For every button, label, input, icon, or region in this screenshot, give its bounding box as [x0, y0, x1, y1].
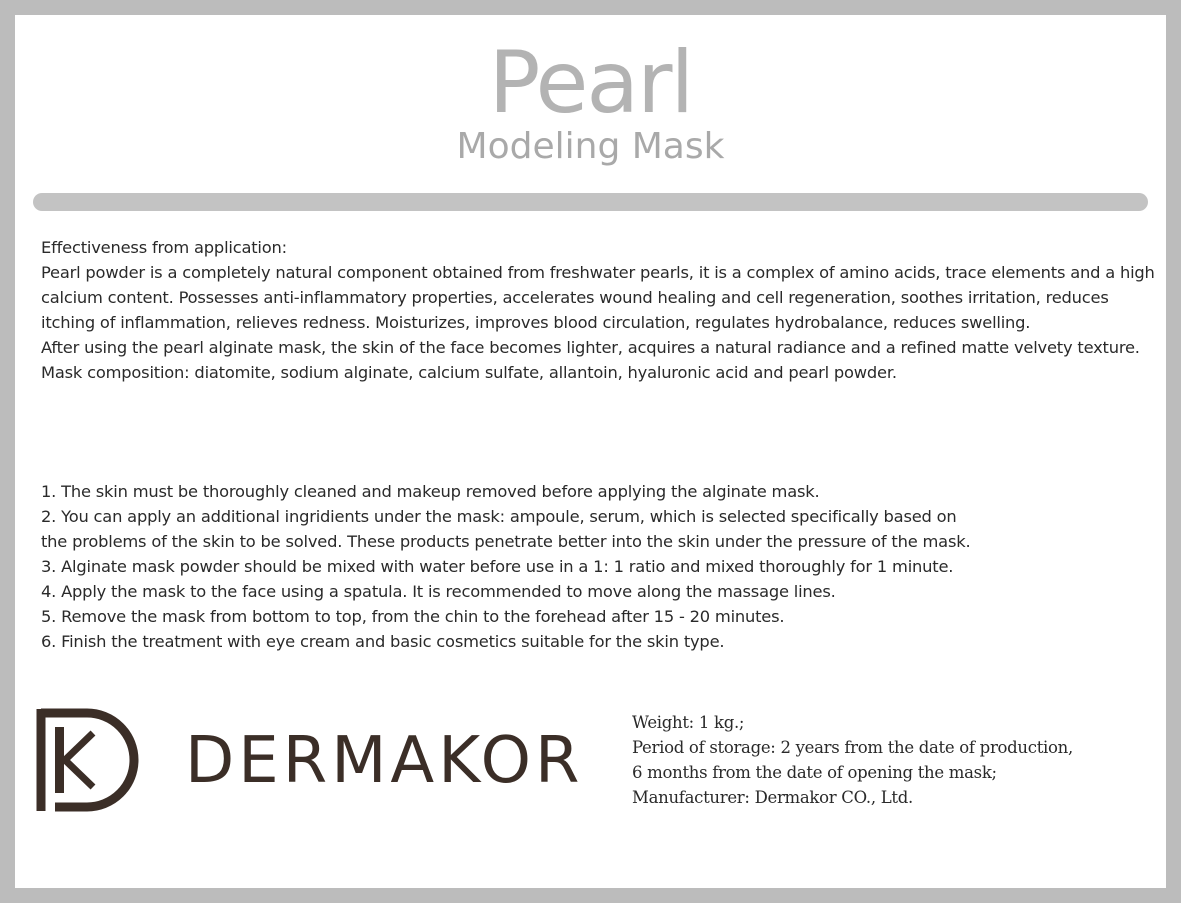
manufacturer-line: Manufacturer: Dermakor CO., Ltd.	[632, 788, 913, 807]
instruction-step: 3. Alginate mask powder should be mixed with water before use in a 1: 1 ratio and mixed thoroughly for 1 minute.	[41, 557, 954, 576]
instruction-step: 2. You can apply an additional ingridients under the mask: ampoule, serum, which is selected specifically based on	[41, 507, 957, 526]
effectiveness-section	[41, 235, 1159, 385]
effectiveness-heading: Effectiveness from application:	[41, 238, 287, 257]
effectiveness-paragraph: After using the pearl alginate mask, the skin of the face becomes lighter, acquires a natural radiance and a refined matte velvety texture.	[41, 338, 1140, 357]
instructions-section	[41, 479, 1159, 654]
instruction-step: 5. Remove the mask from bottom to top, from the chin to the forehead after 15 - 20 minutes.	[41, 607, 785, 626]
storage-line: 6 months from the date of opening the mask;	[632, 763, 997, 782]
storage-line: Period of storage: 2 years from the date of production,	[632, 738, 1073, 757]
effectiveness-paragraph: Pearl powder is a completely natural component obtained from freshwater pearls, it is a complex of amino acids, trace elements and a high calcium content. Possesses anti-inflammatory properties, accelerates wound healing and cell regeneration, soothes irritation, reduces itching of inflammation, relieves redness. Moisturizes, improves blood circulation, regulates hydrobalance, reduces swelling.	[41, 263, 1155, 332]
instruction-step: 4. Apply the mask to the face using a spatula. It is recommended to move along the massage lines.	[41, 582, 836, 601]
divider-bar	[33, 193, 1148, 211]
instruction-step: 6. Finish the treatment with eye cream and basic cosmetics suitable for the skin type.	[41, 632, 725, 651]
instruction-step: 1. The skin must be thoroughly cleaned and makeup removed before applying the alginate mask.	[41, 482, 820, 501]
brand-logo	[35, 705, 595, 820]
product-title: Pearl	[488, 33, 693, 133]
product-subtitle: Modeling Mask	[456, 126, 725, 167]
product-label	[15, 15, 1166, 888]
composition-paragraph: Mask composition: diatomite, sodium alginate, calcium sulfate, allantoin, hyaluronic acid and pearl powder.	[41, 363, 897, 382]
product-info	[632, 710, 1152, 810]
brand-name: DERMAKOR	[185, 724, 584, 798]
weight-line: Weight: 1 kg.;	[632, 713, 745, 732]
instruction-step: the problems of the skin to be solved. These products penetrate better into the skin under the pressure of the mask.	[41, 532, 971, 551]
dk-monogram-icon	[35, 705, 140, 815]
